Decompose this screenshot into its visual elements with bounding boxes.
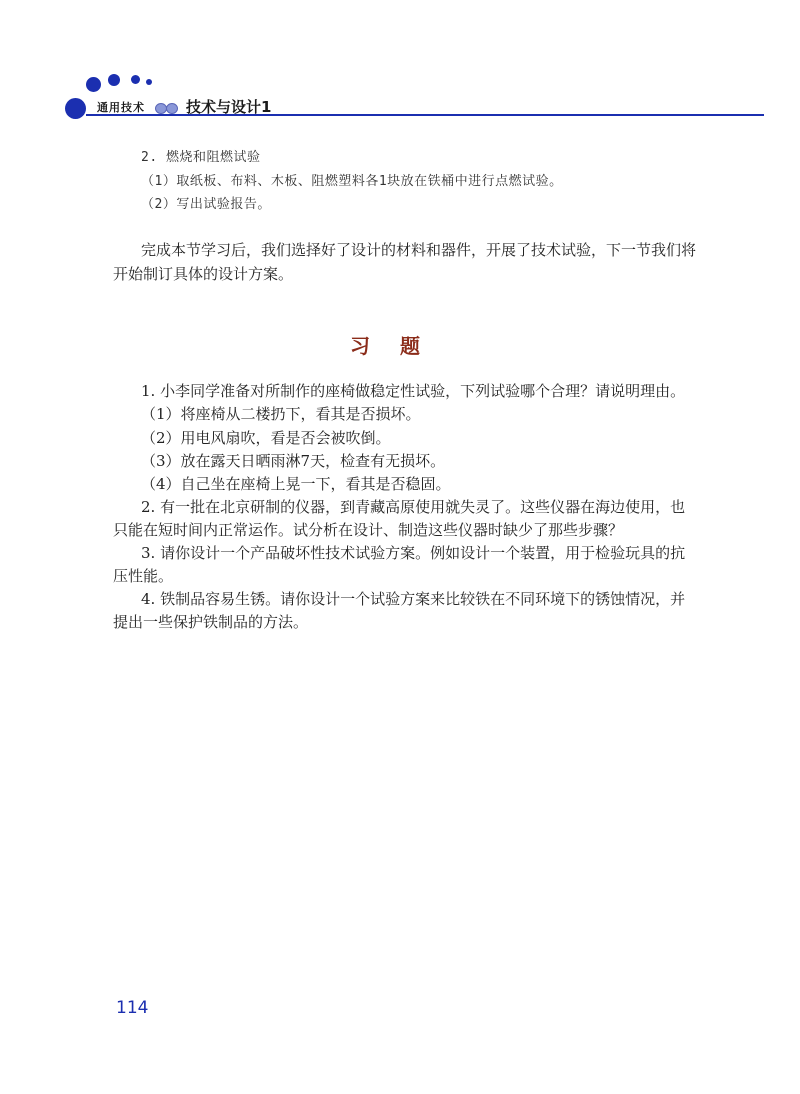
- exercise-option: （4）自己坐在座椅上晃一下，看其是否稳固。: [141, 475, 451, 493]
- exercise-question: 提出一些保护铁制品的方法。: [113, 613, 309, 631]
- page-header: [0, 0, 800, 130]
- exercises-title: 习题: [350, 334, 450, 358]
- decor-dot: [131, 75, 140, 84]
- brand-decor-icon: [155, 101, 179, 113]
- experiment-step: （2）写出试验报告。: [141, 197, 271, 212]
- decor-dot: [146, 79, 152, 85]
- book-title: 技术与设计1: [186, 98, 272, 116]
- summary-text: 完成本节学习后，我们选择好了设计的材料和器件，开展了技术试验，下一节我们将: [141, 241, 697, 259]
- exercise-question: 4. 铁制品容易生锈。请你设计一个试验方案来比较铁在不同环境下的锈蚀情况，并: [141, 590, 686, 608]
- exercise-question: 1. 小李同学准备对所制作的座椅做稳定性试验，下列试验哪个合理？请说明理由。: [141, 382, 686, 400]
- experiment-step: （1）取纸板、布料、木板、阻燃塑料各1块放在铁桶中进行点燃试验。: [141, 174, 563, 189]
- summary-text: 开始制订具体的设计方案。: [113, 265, 294, 283]
- decor-dot: [108, 74, 120, 86]
- exercise-option: （1）将座椅从二楼扔下，看其是否损坏。: [141, 405, 421, 423]
- exercise-question: 压性能。: [113, 567, 174, 585]
- experiment-heading: 2. 燃烧和阻燃试验: [141, 150, 261, 165]
- page-number: 114: [116, 998, 149, 1018]
- decor-dot-large: [65, 98, 86, 119]
- exercise-option: （3）放在露天日晒雨淋7天，检查有无损坏。: [141, 452, 446, 470]
- exercise-question: 3. 请你设计一个产品破坏性技术试验方案。例如设计一个装置，用于检验玩具的抗: [141, 544, 686, 562]
- decor-dot: [86, 77, 101, 92]
- exercise-option: （2）用电风扇吹，看是否会被吹倒。: [141, 429, 391, 447]
- exercise-question: 2. 有一批在北京研制的仪器，到青藏高原使用就失灵了。这些仪器在海边使用，也: [141, 498, 686, 516]
- exercise-question: 只能在短时间内正常运作。试分析在设计、制造这些仪器时缺少了那些步骤？: [113, 521, 624, 539]
- series-brand: 通用技术: [97, 101, 145, 114]
